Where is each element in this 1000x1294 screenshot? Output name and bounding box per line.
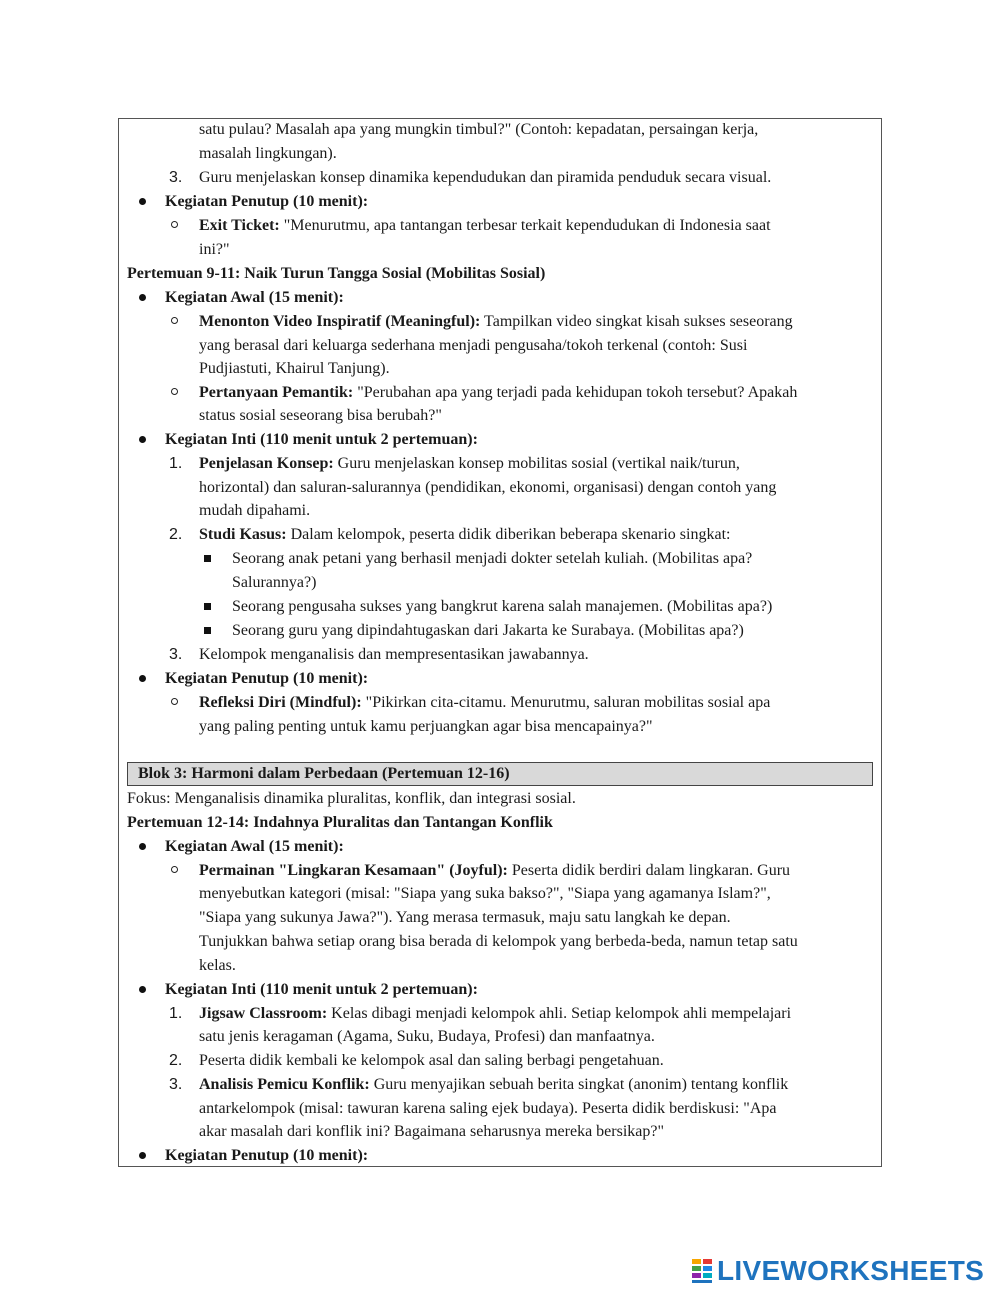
item-text: Tampilkan video singkat kisah sukses seseorang bbox=[480, 313, 793, 330]
section-heading: Kegiatan Penutup (10 menit): bbox=[165, 193, 369, 210]
logo-grid-icon bbox=[692, 1258, 714, 1284]
list-item bbox=[199, 1004, 791, 1024]
section-heading: Kegiatan Awal (15 menit): bbox=[165, 838, 344, 855]
list-item bbox=[199, 525, 730, 545]
meeting-heading: Pertemuan 9-11: Naik Turun Tangga Sosial (Mobilitas Sosial) bbox=[127, 265, 546, 282]
list-item bbox=[199, 312, 793, 332]
item-title: Pertanyaan Pemantik: bbox=[199, 384, 354, 401]
text-line: Salurannya?) bbox=[232, 574, 317, 591]
list-item: Kelompok menganalisis dan mempresentasikan jawabannya. bbox=[199, 646, 589, 663]
text-line: Pudjiastuti, Khairul Tanjung). bbox=[199, 360, 390, 377]
item-text: Peserta didik berdiri dalam lingkaran. Guru bbox=[507, 862, 791, 879]
section-heading: Kegiatan Penutup (10 menit): bbox=[165, 670, 369, 687]
bullet-circle bbox=[171, 388, 178, 395]
text-line: ini?" bbox=[199, 241, 230, 258]
item-title: Penjelasan Konsep: bbox=[199, 455, 334, 472]
list-number: 3. bbox=[169, 169, 183, 186]
text-line: masalah lingkungan). bbox=[199, 145, 337, 162]
list-number: 2. bbox=[169, 526, 183, 543]
text-line: kelas. bbox=[199, 957, 236, 974]
item-text: Guru menjelaskan konsep mobilitas sosial (vertikal naik/turun, bbox=[333, 455, 740, 472]
item-text: Dalam kelompok, peserta didik diberikan beberapa skenario singkat: bbox=[286, 526, 731, 543]
block-header bbox=[127, 762, 873, 786]
list-number: 3. bbox=[169, 646, 183, 663]
item-title: Analisis Pemicu Konflik: bbox=[199, 1076, 370, 1093]
list-number: 1. bbox=[169, 455, 183, 472]
bullet-dot bbox=[139, 1152, 146, 1159]
list-item bbox=[199, 454, 740, 474]
bullet-circle bbox=[171, 866, 178, 873]
list-item: Seorang anak petani yang berhasil menjadi dokter setelah kuliah. (Mobilitas apa? bbox=[232, 550, 753, 567]
text-line: "Siapa yang sukunya Jawa?"). Yang merasa termasuk, maju satu langkah ke depan. bbox=[199, 909, 731, 926]
list-number: 1. bbox=[169, 1005, 183, 1022]
bullet-circle bbox=[171, 698, 178, 705]
list-item: Seorang guru yang dipindahtugaskan dari Jakarta ke Surabaya. (Mobilitas apa?) bbox=[232, 622, 744, 639]
item-title: Exit Ticket: bbox=[199, 217, 280, 234]
text-line: menyebutkan kategori (misal: "Siapa yang suka bakso?", "Siapa yang agamanya Islam?", bbox=[199, 885, 771, 902]
bullet-circle bbox=[171, 221, 178, 228]
list-item bbox=[199, 861, 790, 881]
bullet-square bbox=[204, 555, 211, 562]
list-item: Guru menjelaskan konsep dinamika kependudukan dan piramida penduduk secara visual. bbox=[199, 169, 772, 186]
item-text: "Pikirkan cita-citamu. Menurutmu, saluran mobilitas sosial apa bbox=[361, 694, 771, 711]
list-item bbox=[199, 216, 771, 236]
bullet-square bbox=[204, 603, 211, 610]
list-number: 3. bbox=[169, 1076, 183, 1093]
focus-text: Fokus: Menganalisis dinamika pluralitas, konflik, dan integrasi sosial. bbox=[127, 790, 576, 807]
text-line: yang paling penting untuk kamu perjuangkan agar bisa mencapainya?" bbox=[199, 718, 653, 735]
item-title: Menonton Video Inspiratif (Meaningful): bbox=[199, 313, 481, 330]
liveworksheets-logo[interactable] bbox=[692, 1253, 984, 1289]
item-text: Kelas dibagi menjadi kelompok ahli. Setiap kelompok ahli mempelajari bbox=[327, 1005, 792, 1022]
text-line: antarkelompok (misal: tawuran karena saling ejek budaya). Peserta didik berdiskusi: "Apa bbox=[199, 1100, 777, 1117]
list-item bbox=[199, 1075, 788, 1095]
item-title: Refleksi Diri (Mindful): bbox=[199, 694, 362, 711]
bullet-dot bbox=[139, 294, 146, 301]
bullet-dot bbox=[139, 843, 146, 850]
text-line: Tunjukkan bahwa setiap orang bisa berada di kelompok yang berbeda-beda, namun tetap satu bbox=[199, 933, 798, 950]
logo-text: LIVEWORKSHEETS bbox=[717, 1255, 985, 1286]
text-line: yang berasal dari keluarga sederhana menjadi pengusaha/tokoh terkenal (contoh: Susi bbox=[199, 337, 748, 354]
item-title: Studi Kasus: bbox=[199, 526, 287, 543]
list-item: Seorang pengusaha sukses yang bangkrut karena salah manajemen. (Mobilitas apa?) bbox=[232, 598, 773, 615]
text-line: horizontal) dan saluran-salurannya (pendidikan, ekonomi, organisasi) dengan contoh yang bbox=[199, 479, 777, 496]
text-line: satu pulau? Masalah apa yang mungkin timbul?" (Contoh: kepadatan, persaingan kerja, bbox=[199, 121, 759, 138]
item-text: Guru menyajikan sebuah berita singkat (anonim) tentang konflik bbox=[369, 1076, 789, 1093]
item-text: "Menurutmu, apa tantangan terbesar terkait kependudukan di Indonesia saat bbox=[279, 217, 771, 234]
bullet-square bbox=[204, 627, 211, 634]
item-title: Permainan "Lingkaran Kesamaan" (Joyful): bbox=[199, 862, 508, 879]
section-heading: Kegiatan Awal (15 menit): bbox=[165, 289, 344, 306]
item-text: "Perubahan apa yang terjadi pada kehidupan tokoh tersebut? Apakah bbox=[353, 384, 798, 401]
item-title: Jigsaw Classroom: bbox=[199, 1005, 328, 1022]
section-heading: Kegiatan Inti (110 menit untuk 2 pertemuan): bbox=[165, 431, 478, 448]
bullet-dot bbox=[139, 675, 146, 682]
bullet-dot bbox=[139, 436, 146, 443]
section-heading: Kegiatan Inti (110 menit untuk 2 pertemuan): bbox=[165, 981, 478, 998]
section-heading: Kegiatan Penutup (10 menit): bbox=[165, 1147, 369, 1164]
text-line: status sosial seseorang bisa berubah?" bbox=[199, 407, 442, 424]
bullet-dot bbox=[139, 986, 146, 993]
list-item: Peserta didik kembali ke kelompok asal dan saling berbagi pengetahuan. bbox=[199, 1052, 664, 1069]
text-line: mudah dipahami. bbox=[199, 502, 311, 519]
bullet-circle bbox=[171, 317, 178, 324]
meeting-heading: Pertemuan 12-14: Indahnya Pluralitas dan Tantangan Konflik bbox=[127, 814, 553, 831]
list-number: 2. bbox=[169, 1052, 183, 1069]
text-line: satu jenis keragaman (Agama, Suku, Budaya, Profesi) dan manfaatnya. bbox=[199, 1028, 655, 1045]
list-item bbox=[199, 383, 797, 403]
bullet-dot bbox=[139, 198, 146, 205]
list-item bbox=[199, 693, 770, 713]
block-title: Blok 3: Harmoni dalam Perbedaan (Pertemuan 12-16) bbox=[138, 765, 510, 782]
text-line: akar masalah dari konflik ini? Bagaimana seharusnya mereka bersikap?" bbox=[199, 1123, 665, 1140]
